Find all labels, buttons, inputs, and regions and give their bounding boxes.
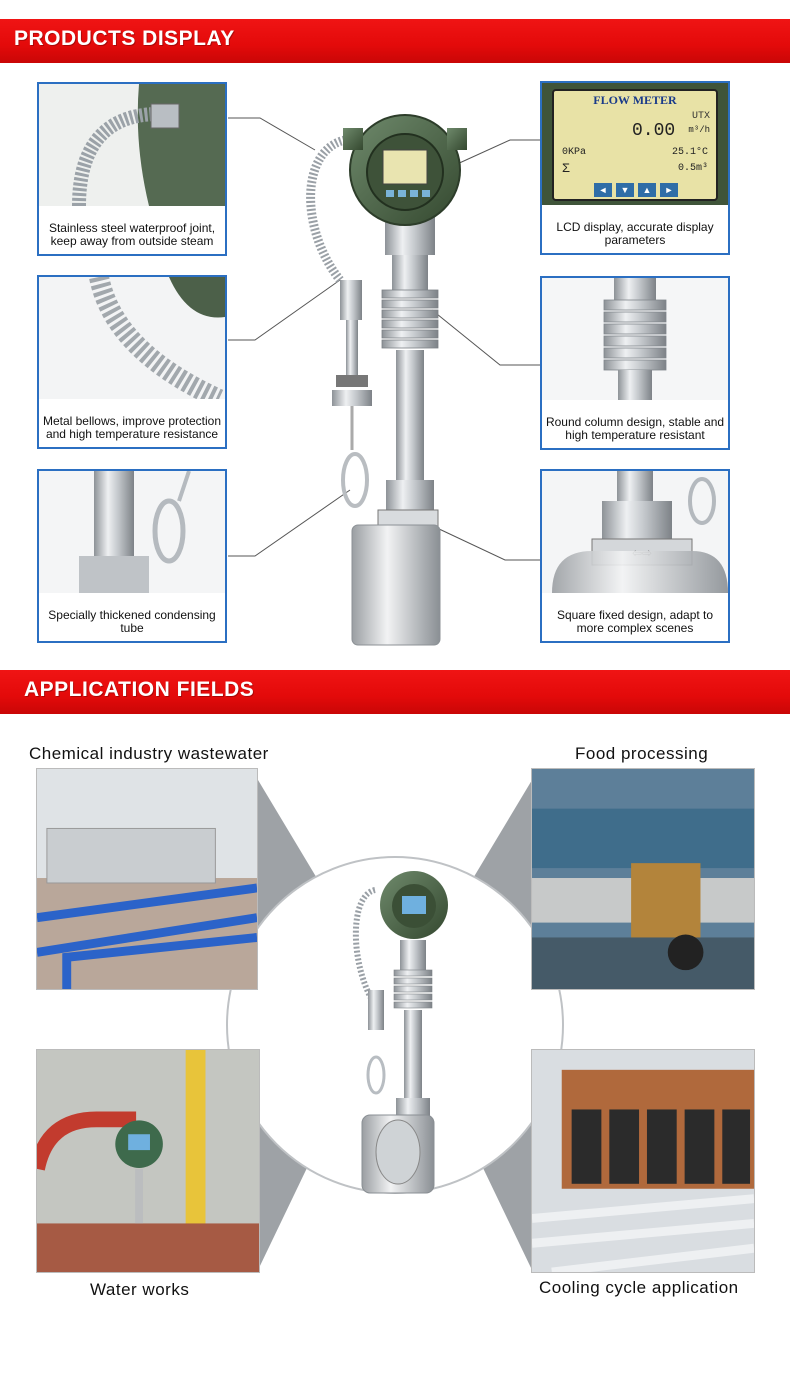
feature-card-square-fixed <box>540 469 730 643</box>
lcd-flow-unit: m³/h <box>688 125 710 135</box>
feature-card-metal-bellows <box>37 275 227 449</box>
cooling-tower-photo <box>531 1049 755 1273</box>
feature-caption: Specially thickened condensing tube <box>48 608 216 635</box>
application-label-cooling-cycle: Cooling cycle application <box>539 1278 739 1297</box>
lcd-total: 0.5m³ <box>677 163 708 174</box>
lcd-flow-value: 0.00 <box>632 121 676 141</box>
products-display-title: PRODUCTS DISPLAY <box>14 27 235 50</box>
application-label-food-processing: Food processing <box>575 744 709 763</box>
feature-caption: Square fixed design, adapt to more complex scenes <box>556 608 714 635</box>
lcd-button-icon: ► <box>660 183 678 197</box>
wastewater-plant-photo <box>36 768 258 990</box>
lcd-total-symbol: Σ <box>562 161 570 176</box>
feature-caption: Metal bellows, improve protection and high temperature resistance <box>42 414 222 441</box>
application-label-water-works: Water works <box>90 1280 190 1299</box>
food-processing-photo <box>531 768 755 990</box>
application-fields-title: APPLICATION FIELDS <box>24 678 255 701</box>
feature-card-lcd-display <box>540 81 730 255</box>
lcd-button-icon: ▲ <box>638 183 656 197</box>
application-label-wastewater: Chemical industry wastewater <box>29 744 269 763</box>
feature-caption: Round column design, stable and high temperature resistant <box>545 415 725 442</box>
lcd-pressure: 0KPa <box>562 147 587 158</box>
lcd-units-top: UTX <box>691 111 710 122</box>
lcd-temperature: 25.1°C <box>671 147 708 158</box>
feature-card-condensing-tube <box>37 469 227 643</box>
feature-card-waterproof-joint <box>37 82 227 256</box>
lcd-title: FLOW METER <box>593 93 677 107</box>
feature-card-round-column <box>540 276 730 450</box>
lcd-button-icon: ◄ <box>594 183 612 197</box>
metal-bellows-photo <box>39 277 225 399</box>
waterproof-joint-photo <box>39 84 225 206</box>
water-works-photo <box>36 1049 260 1273</box>
lcd-display-photo <box>542 83 728 205</box>
application-fields-banner <box>0 670 790 714</box>
square-fixed-photo <box>542 471 728 593</box>
feature-caption: LCD display, accurate display parameters <box>556 220 714 247</box>
lcd-button-icon: ▼ <box>616 183 634 197</box>
condensing-tube-photo <box>39 471 225 593</box>
round-column-photo <box>542 278 728 400</box>
feature-caption: Stainless steel waterproof joint, keep away from outside steam <box>48 221 216 248</box>
